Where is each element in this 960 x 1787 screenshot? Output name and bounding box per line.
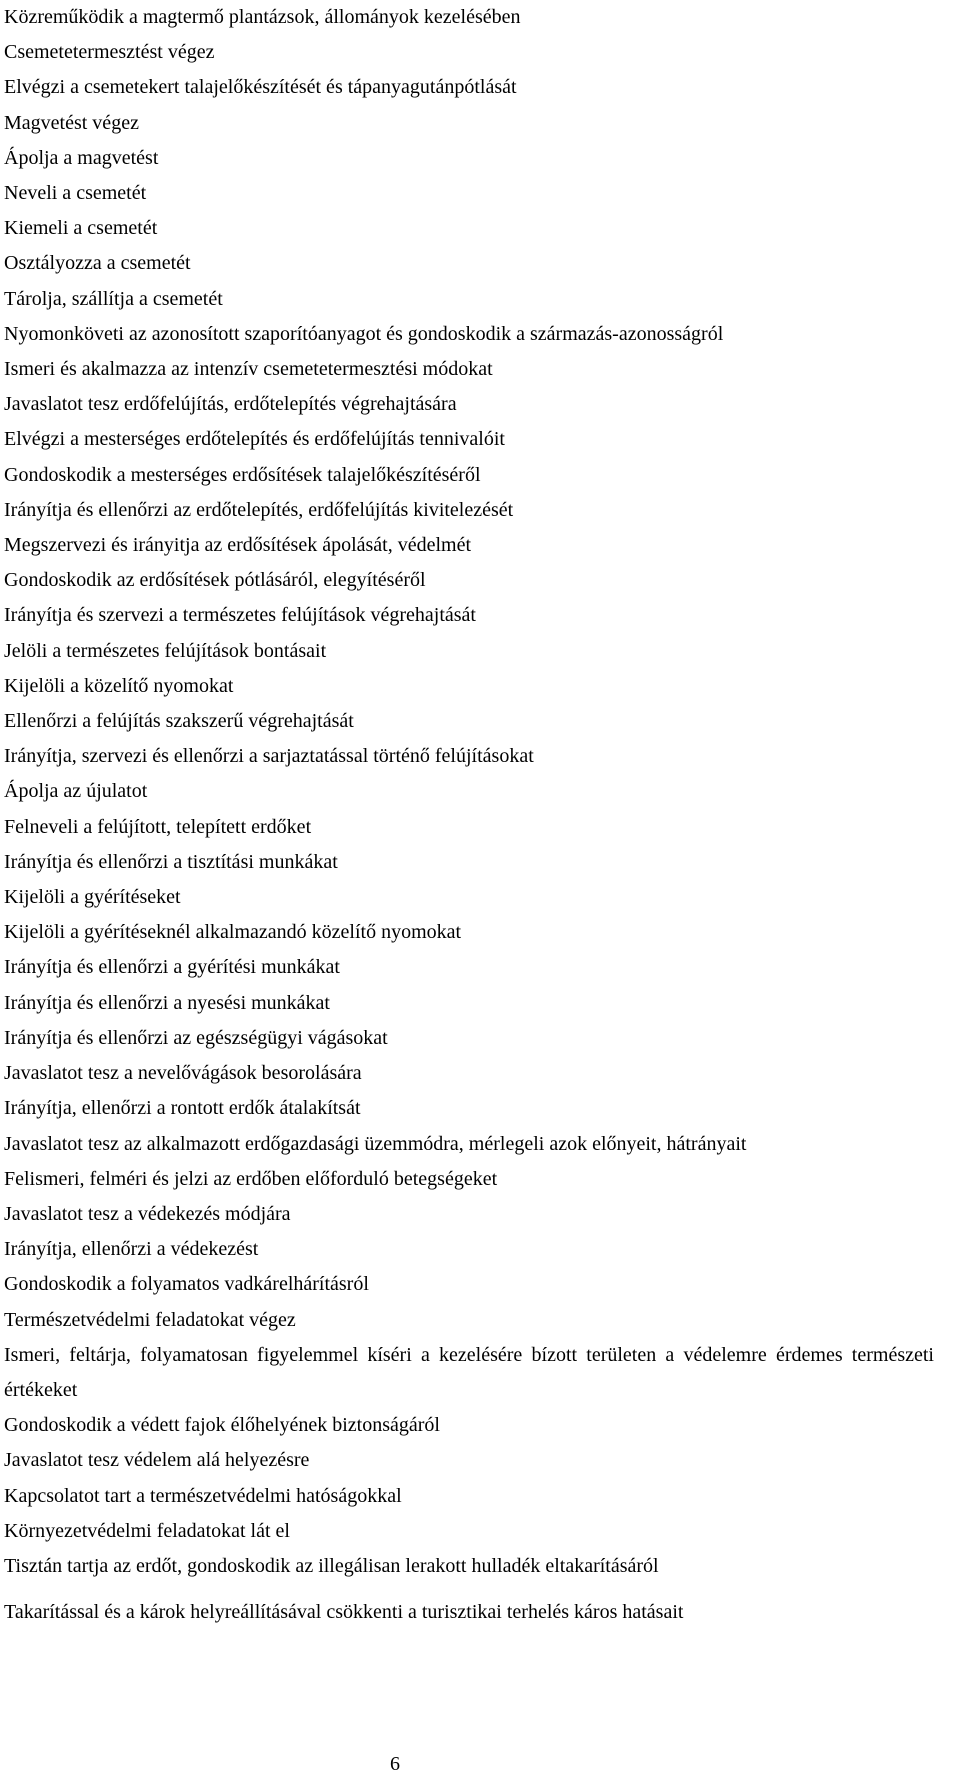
list-item: Magvetést végez [4, 111, 139, 134]
list-item: Javaslatot tesz erdőfelújítás, erdőtelepítés végrehajtására [4, 393, 457, 416]
list-item: Javaslatot tesz védelem alá helyezésre [4, 1449, 310, 1472]
list-item: Tárolja, szállítja a csemetét [4, 287, 223, 310]
list-item: Ismeri, feltárja, folyamatosan figyelemmel kíséri a kezelésére bízott területen a védelemre érdemes természeti értékeket [4, 1343, 934, 1401]
list-item: Irányítja és ellenőrzi a gyérítési munkákat [4, 956, 340, 979]
list-item: Megszervezi és irányitja az erdősítések ápolását, védelmét [4, 534, 472, 557]
list-item: Közreműködik a magtermő plantázsok, állományok kezelésében [4, 6, 521, 28]
list-item: Jelöli a természetes felújítások bontásait [4, 639, 327, 662]
list-item: Nyomonköveti az azonosított szaporítóanyagot és gondoskodik a származás-azonosságról [4, 322, 724, 345]
list-item: Felismeri, felméri és jelzi az erdőben előforduló betegségeket [4, 1167, 498, 1190]
list-item: Kapcsolatot tart a természetvédelmi hatóságokkal [4, 1484, 402, 1507]
list-item: Gondoskodik a folyamatos vadkárelhárításról [4, 1273, 369, 1296]
page-number: 6 [390, 1753, 400, 1775]
list-item: Irányítja és ellenőrzi a tisztítási munkákat [4, 850, 338, 873]
list-item: Takarítással és a károk helyreállításával csökkenti a turisztikai terhelés káros hatásait [4, 1601, 684, 1624]
list-item: Javaslatot tesz az alkalmazott erdőgazdasági üzemmódra, mérlegeli azok előnyeit, hátrányait [4, 1132, 747, 1155]
list-item: Gondoskodik az erdősítések pótlásáról, elegyítéséről [4, 569, 426, 592]
list-item: Irányítja és ellenőrzi az egészségügyi vágásokat [4, 1026, 388, 1049]
list-item: Gondoskodik a mesterséges erdősítések talajelőkészítéséről [4, 463, 481, 486]
list-item: Irányítja és ellenőrzi a nyesési munkákat [4, 991, 330, 1014]
list-item: Kijelöli a gyérítéseknél alkalmazandó közelítő nyomokat [4, 921, 462, 944]
list-item: Irányítja és szervezi a természetes felújítások végrehajtását [4, 604, 476, 627]
list-item: Ismeri és akalmazza az intenzív csemetetermesztési módokat [4, 358, 493, 381]
list-item: Kijelöli a közelítő nyomokat [4, 674, 234, 697]
list-item: Kijelöli a gyérítéseket [4, 886, 181, 909]
list-item: Javaslatot tesz a védekezés módjára [4, 1202, 291, 1225]
list-item: Környezetvédelmi feladatokat lát el [4, 1519, 290, 1542]
task-list [4, 0, 934, 1630]
list-item: Irányítja, ellenőrzi a védekezést [4, 1238, 259, 1261]
list-item: Természetvédelmi feladatokat végez [4, 1308, 296, 1331]
list-item: Osztályozza a csemetét [4, 252, 191, 275]
list-item: Javaslatot tesz a nevelővágások besorolására [4, 1062, 362, 1085]
list-item: Csemetetermesztést végez [4, 41, 215, 64]
list-item: Ápolja az újulatot [4, 780, 148, 803]
list-item: Elvégzi a mesterséges erdőtelepítés és erdőfelújítás tennivalóit [4, 428, 505, 451]
list-item: Elvégzi a csemetekert talajelőkészítését és tápanyagutánpótlását [4, 76, 517, 99]
list-item: Gondoskodik a védett fajok élőhelyének biztonságáról [4, 1414, 440, 1437]
list-item: Ápolja a magvetést [4, 146, 159, 169]
list-item: Irányítja, ellenőrzi a rontott erdők átalakítsát [4, 1097, 361, 1120]
list-item: Kiemeli a csemetét [4, 217, 158, 240]
list-item: Irányítja és ellenőrzi az erdőtelepítés, erdőfelújítás kivitelezését [4, 498, 514, 521]
list-item: Felneveli a felújított, telepített erdőket [4, 815, 312, 838]
list-item: Tisztán tartja az erdőt, gondoskodik az illegálisan lerakott hulladék eltakarításáról [4, 1554, 659, 1577]
list-item: Neveli a csemetét [4, 182, 147, 205]
list-item: Irányítja, szervezi és ellenőrzi a sarjaztatással történő felújításokat [4, 745, 534, 768]
list-item: Ellenőrzi a felújítás szakszerű végrehajtását [4, 710, 354, 733]
